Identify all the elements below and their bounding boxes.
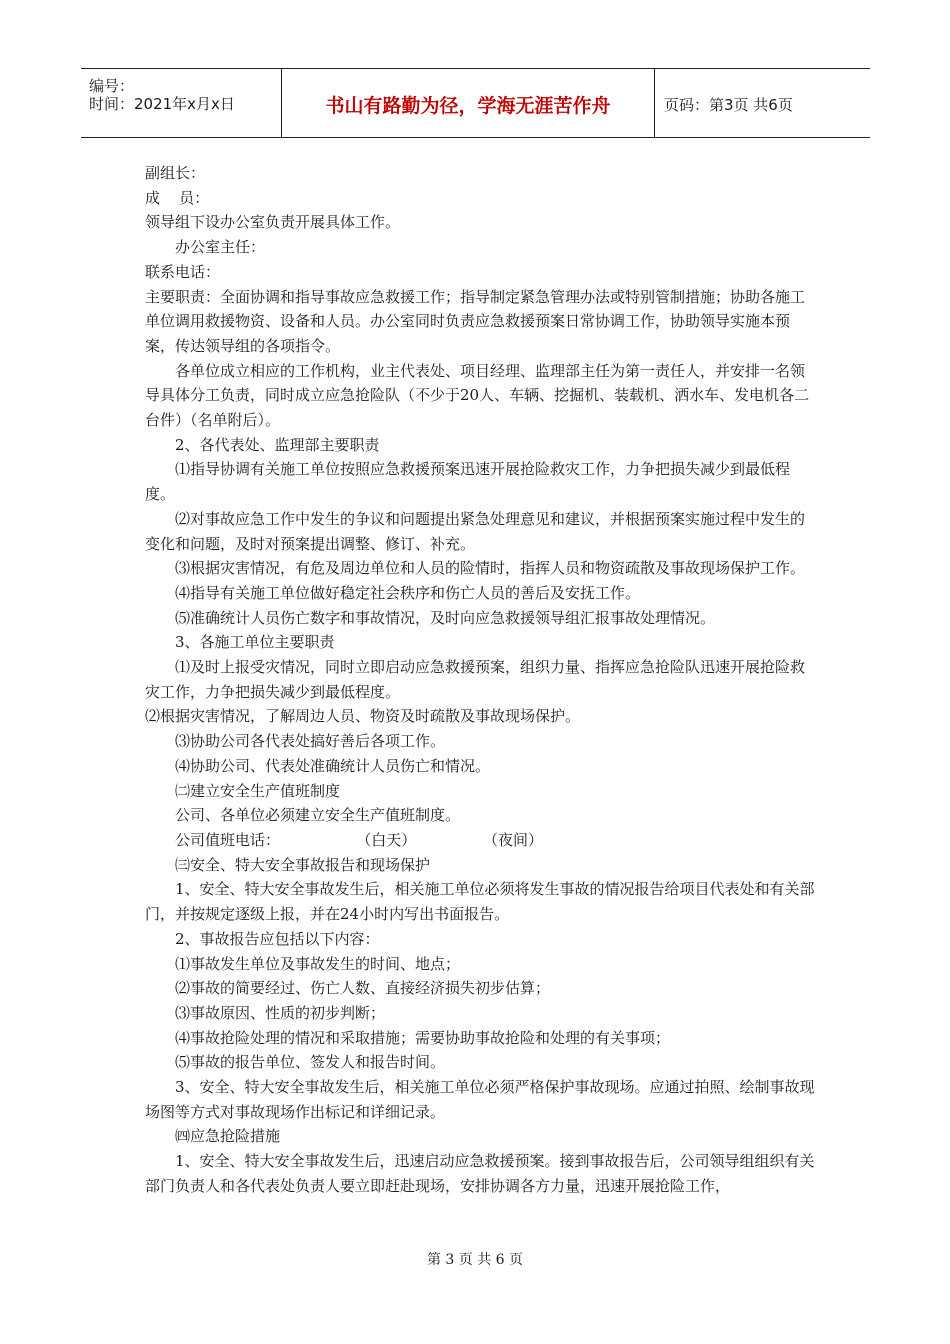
body-paragraph: ⑴事故发生单位及事故发生的时间、地点； <box>175 954 461 973</box>
body-paragraph: 办公室主任： <box>175 238 266 257</box>
body-paragraph: 副组长： <box>145 164 206 182</box>
body-paragraph: 领导组下设办公室负责开展具体工作。 <box>145 213 401 232</box>
body-paragraph: ⑸事故的报告单位、签发人和报告时间。 <box>175 1053 446 1072</box>
body-paragraph: ⑷指导有关施工单位做好稳定社会秩序和伤亡人员的善后及安抚工作。 <box>175 583 641 602</box>
body-paragraph: 主要职责：全面协调和指导事故应急救援工作；指导制定紧急管理办法或特别管制措施；协助各施工单位调用救援物资、设备和人员。办公室同时负责应急救援预案日常协调工作，协助领导实施本预案，传达领导组的各项指令。 <box>145 287 806 355</box>
document-number-label: 编号： <box>89 77 135 95</box>
header-page-cell <box>655 69 870 137</box>
body-paragraph: 2、事故报告应包括以下内容： <box>175 929 380 948</box>
header-page-number: 页码：第3页 共6页 <box>664 96 793 114</box>
body-paragraph: ㈡建立安全生产值班制度 <box>175 781 341 800</box>
body-paragraph: 1、安全、特大安全事故发生后，迅速启动应急救援预案。接到事故报告后，公司领导组组织有关部门负责人和各代表处负责人要立即赶赴现场，安排协调各方力量，迅速开展抢险工作， <box>145 1152 815 1195</box>
body-paragraph: 3、安全、特大安全事故发生后，相关施工单位必须严格保护事故现场。应通过拍照、绘制事故现场图等方式对事故现场作出标记和详细记录。 <box>145 1078 815 1121</box>
body-paragraph: 联系电话： <box>145 262 221 281</box>
body-paragraph: ⑷协助公司、代表处准确统计人员伤亡和情况。 <box>175 756 491 775</box>
body-paragraph: ⑶根据灾害情况，有危及周边单位和人员的险情时，指挥人员和物资疏散及事故现场保护工作。 <box>175 559 806 578</box>
body-paragraph: ⑶协助公司各代表处搞好善后各项工作。 <box>175 732 446 751</box>
body-paragraph: ㈢安全、特大安全事故报告和现场保护 <box>175 855 431 874</box>
page-header <box>81 68 870 138</box>
document-body <box>145 161 815 1199</box>
page-footer: 第 3 页 共 6 页 <box>426 1252 524 1268</box>
body-paragraph: 2、各代表处、监理部主要职责 <box>175 435 380 454</box>
body-paragraph: 公司、各单位必须建立安全生产值班制度。 <box>175 806 461 825</box>
body-paragraph: 成 员： <box>145 188 210 207</box>
body-paragraph: ⑵根据灾害情况，了解周边人员、物资及时疏散及事故现场保护。 <box>145 707 581 726</box>
body-paragraph: 各单位成立相应的工作机构，业主代表处、项目经理、监理部主任为第一责任人，并安排一名领导具体分工负责，同时成立应急抢险队（不少于20人、车辆、挖掘机、装载机、洒水车、发电机各二台件）（名单附后）。 <box>145 361 810 430</box>
document-time-label: 时间：2021年x月x日 <box>89 95 235 113</box>
header-motto: 书山有路勤为径，学海无涯苦作舟 <box>325 95 611 117</box>
body-paragraph: ㈣应急抢险措施 <box>175 1127 281 1146</box>
body-paragraph: 3、各施工单位主要职责 <box>175 633 335 652</box>
body-paragraph: ⑴及时上报受灾情况，同时立即启动应急救援预案，组织力量、指挥应急抢险队迅速开展抢险救灾工作，力争把损失减少到最低程度。 <box>145 658 806 701</box>
header-motto-cell <box>282 69 655 137</box>
body-paragraph: ⑷事故抢险处理的情况和采取措施；需要协助事故抢险和处理的有关事项； <box>175 1028 671 1047</box>
header-info-cell <box>81 69 282 137</box>
body-paragraph: ⑶事故原因、性质的初步判断； <box>175 1003 386 1022</box>
body-paragraph: ⑵事故的简要经过、伤亡人数、直接经济损失初步估算； <box>175 979 551 998</box>
body-paragraph: ⑸准确统计人员伤亡数字和事故情况，及时向应急救援领导组汇报事故处理情况。 <box>175 608 716 627</box>
body-paragraph: 1、安全、特大安全事故发生后，相关施工单位必须将发生事故的情况报告给项目代表处和有关部门，并按规定逐级上报，并在24小时内写出书面报告。 <box>145 880 815 924</box>
body-paragraph: ⑵对事故应急工作中发生的争议和问题提出紧急处理意见和建议，并根据预案实施过程中发生的变化和问题，及时对预案提出调整、修订、补充。 <box>145 509 806 553</box>
body-paragraph: ⑴指导协调有关施工单位按照应急救援预案迅速开展抢险救灾工作，力争把损失减少到最低程度。 <box>145 460 791 504</box>
body-paragraph: 公司值班电话： （白天） （夜间） <box>175 830 544 849</box>
